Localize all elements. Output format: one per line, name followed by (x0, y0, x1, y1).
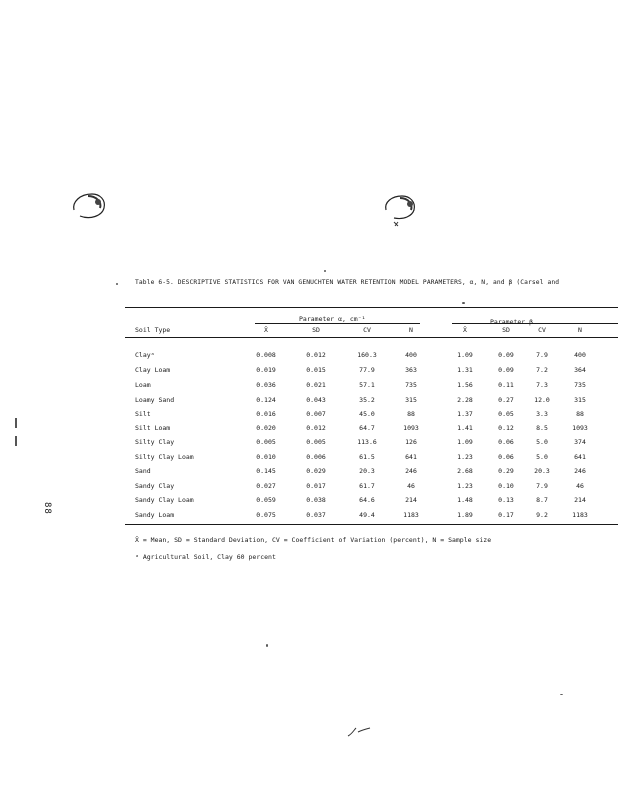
edge-mark (15, 436, 17, 446)
alpha-sd: 0.012 (306, 351, 326, 359)
alpha-mean: 0.145 (256, 467, 276, 475)
soil-type: Sand (135, 467, 151, 475)
header-bottom-rule (125, 337, 618, 338)
page-number: 88 (42, 502, 52, 515)
beta-sd: 0.06 (498, 438, 514, 446)
beta-cv: 5.0 (536, 438, 548, 446)
beta-n: 1093 (572, 424, 588, 432)
table-caption: Table 6-5. DESCRIPTIVE STATISTICS FOR VAN GENUCHTEN WATER RETENTION MODEL PARAMETERS, α, N, and β (Carsel and (135, 279, 560, 286)
alpha-cv: 77.9 (359, 366, 375, 374)
alpha-cv: 64.7 (359, 424, 375, 432)
beta-group-rule (452, 323, 618, 324)
alpha-mean: 0.010 (256, 453, 276, 461)
soil-type: Loam (135, 381, 151, 389)
soil-type: Clay Loam (135, 366, 171, 374)
beta-n: 374 (574, 438, 586, 446)
alpha-n: 363 (405, 366, 417, 374)
alpha-sd-header: SD (312, 326, 320, 334)
beta-cv-header: CV (538, 326, 546, 334)
beta-n: 315 (574, 396, 586, 404)
beta-n: 214 (574, 496, 586, 504)
alpha-sd: 0.015 (306, 366, 326, 374)
alpha-n: 246 (405, 467, 417, 475)
alpha-mean: 0.020 (256, 424, 276, 432)
soil-type: Sandy Clay (135, 482, 175, 490)
soil-type: Silty Clay (135, 438, 175, 446)
speck (324, 270, 326, 272)
footnote-legend: X̄ = Mean, SD = Standard Deviation, CV = Coefficient of Variation (percent), N = Sample size (135, 536, 492, 544)
alpha-n: 641 (405, 453, 417, 461)
alpha-mean: 0.027 (256, 482, 276, 490)
beta-sd: 0.27 (498, 396, 514, 404)
alpha-sd: 0.038 (306, 496, 326, 504)
beta-cv: 7.9 (536, 351, 548, 359)
alpha-cv: 35.2 (359, 396, 375, 404)
alpha-cv: 160.3 (357, 351, 377, 359)
beta-cv: 8.5 (536, 424, 548, 432)
beta-cv: 20.3 (534, 467, 550, 475)
beta-sd: 0.06 (498, 453, 514, 461)
beta-mean: 1.37 (457, 410, 473, 418)
ink-scribble (346, 724, 372, 738)
beta-n: 400 (574, 351, 586, 359)
alpha-cv: 61.5 (359, 453, 375, 461)
beta-mean: 2.68 (457, 467, 473, 475)
alpha-n: 315 (405, 396, 417, 404)
beta-cv: 7.2 (536, 366, 548, 374)
beta-cv: 7.9 (536, 482, 548, 490)
beta-n-header: N (578, 326, 582, 334)
alpha-cv: 113.6 (357, 438, 377, 446)
beta-mean: 1.09 (457, 438, 473, 446)
beta-mean: 1.89 (457, 511, 473, 519)
beta-n: 246 (574, 467, 586, 475)
alpha-n: 735 (405, 381, 417, 389)
alpha-n: 1093 (403, 424, 419, 432)
speck (116, 283, 118, 285)
alpha-n: 400 (405, 351, 417, 359)
beta-n: 735 (574, 381, 586, 389)
alpha-cv-header: CV (363, 326, 371, 334)
alpha-sd: 0.007 (306, 410, 326, 418)
table-bottom-rule (125, 524, 618, 525)
beta-mean: 1.23 (457, 453, 473, 461)
beta-mean: 1.56 (457, 381, 473, 389)
beta-sd: 0.05 (498, 410, 514, 418)
soil-type: Loamy Sand (135, 396, 175, 404)
soil-type: Sandy Clay Loam (135, 496, 194, 504)
alpha-sd: 0.029 (306, 467, 326, 475)
alpha-mean-header: X̄ (264, 326, 268, 334)
alpha-sd: 0.017 (306, 482, 326, 490)
edge-mark (15, 418, 17, 428)
beta-mean: 1.23 (457, 482, 473, 490)
beta-sd: 0.11 (498, 381, 514, 389)
alpha-cv: 64.6 (359, 496, 375, 504)
beta-cv: 12.0 (534, 396, 550, 404)
table-top-rule (125, 307, 618, 308)
beta-group-header: Parameter β (490, 318, 534, 326)
beta-sd: 0.09 (498, 351, 514, 359)
alpha-n: 126 (405, 438, 417, 446)
alpha-sd: 0.037 (306, 511, 326, 519)
beta-cv: 3.3 (536, 410, 548, 418)
speck (560, 694, 563, 695)
alpha-sd: 0.005 (306, 438, 326, 446)
beta-sd: 0.13 (498, 496, 514, 504)
beta-mean-header: X̄ (463, 326, 467, 334)
beta-sd: 0.17 (498, 511, 514, 519)
beta-cv: 8.7 (536, 496, 548, 504)
beta-mean: 1.48 (457, 496, 473, 504)
beta-mean: 1.31 (457, 366, 473, 374)
alpha-n: 88 (407, 410, 415, 418)
alpha-cv: 20.3 (359, 467, 375, 475)
alpha-mean: 0.019 (256, 366, 276, 374)
alpha-cv: 57.1 (359, 381, 375, 389)
speck (266, 644, 268, 647)
footnote-a: ᵃ Agricultural Soil, Clay 60 percent (135, 553, 276, 561)
beta-sd-header: SD (502, 326, 510, 334)
soil-type: Silt (135, 410, 151, 418)
beta-mean: 2.28 (457, 396, 473, 404)
soil-type: Sandy Loam (135, 511, 175, 519)
beta-sd: 0.12 (498, 424, 514, 432)
soil-type: Silt Loam (135, 424, 171, 432)
alpha-n-header: N (409, 326, 413, 334)
alpha-mean: 0.075 (256, 511, 276, 519)
soil-type: Clayᵃ (135, 351, 155, 359)
alpha-n: 46 (407, 482, 415, 490)
beta-sd: 0.10 (498, 482, 514, 490)
beta-n: 364 (574, 366, 586, 374)
alpha-mean: 0.008 (256, 351, 276, 359)
alpha-cv: 61.7 (359, 482, 375, 490)
alpha-mean: 0.016 (256, 410, 276, 418)
beta-mean: 1.41 (457, 424, 473, 432)
alpha-cv: 45.0 (359, 410, 375, 418)
alpha-n: 1183 (403, 511, 419, 519)
beta-cv: 9.2 (536, 511, 548, 519)
beta-cv: 5.0 (536, 453, 548, 461)
alpha-sd: 0.012 (306, 424, 326, 432)
alpha-sd: 0.043 (306, 396, 326, 404)
alpha-mean: 0.124 (256, 396, 276, 404)
beta-n: 1183 (572, 511, 588, 519)
soil-type: Silty Clay Loam (135, 453, 194, 461)
alpha-n: 214 (405, 496, 417, 504)
alpha-mean: 0.036 (256, 381, 276, 389)
alpha-group-rule (255, 323, 420, 324)
beta-sd: 0.29 (498, 467, 514, 475)
beta-n: 641 (574, 453, 586, 461)
beta-cv: 7.3 (536, 381, 548, 389)
punch-hole-center-icon (380, 190, 420, 230)
alpha-mean: 0.005 (256, 438, 276, 446)
alpha-mean: 0.059 (256, 496, 276, 504)
speck (462, 302, 465, 304)
soil-type-header: Soil Type (135, 326, 171, 334)
beta-n: 46 (576, 482, 584, 490)
punch-hole-left-icon (70, 188, 110, 222)
beta-mean: 1.09 (457, 351, 473, 359)
alpha-group-header: Parameter α, cm⁻¹ (299, 315, 366, 323)
beta-n: 88 (576, 410, 584, 418)
alpha-sd: 0.021 (306, 381, 326, 389)
alpha-cv: 49.4 (359, 511, 375, 519)
beta-sd: 0.09 (498, 366, 514, 374)
alpha-sd: 0.006 (306, 453, 326, 461)
